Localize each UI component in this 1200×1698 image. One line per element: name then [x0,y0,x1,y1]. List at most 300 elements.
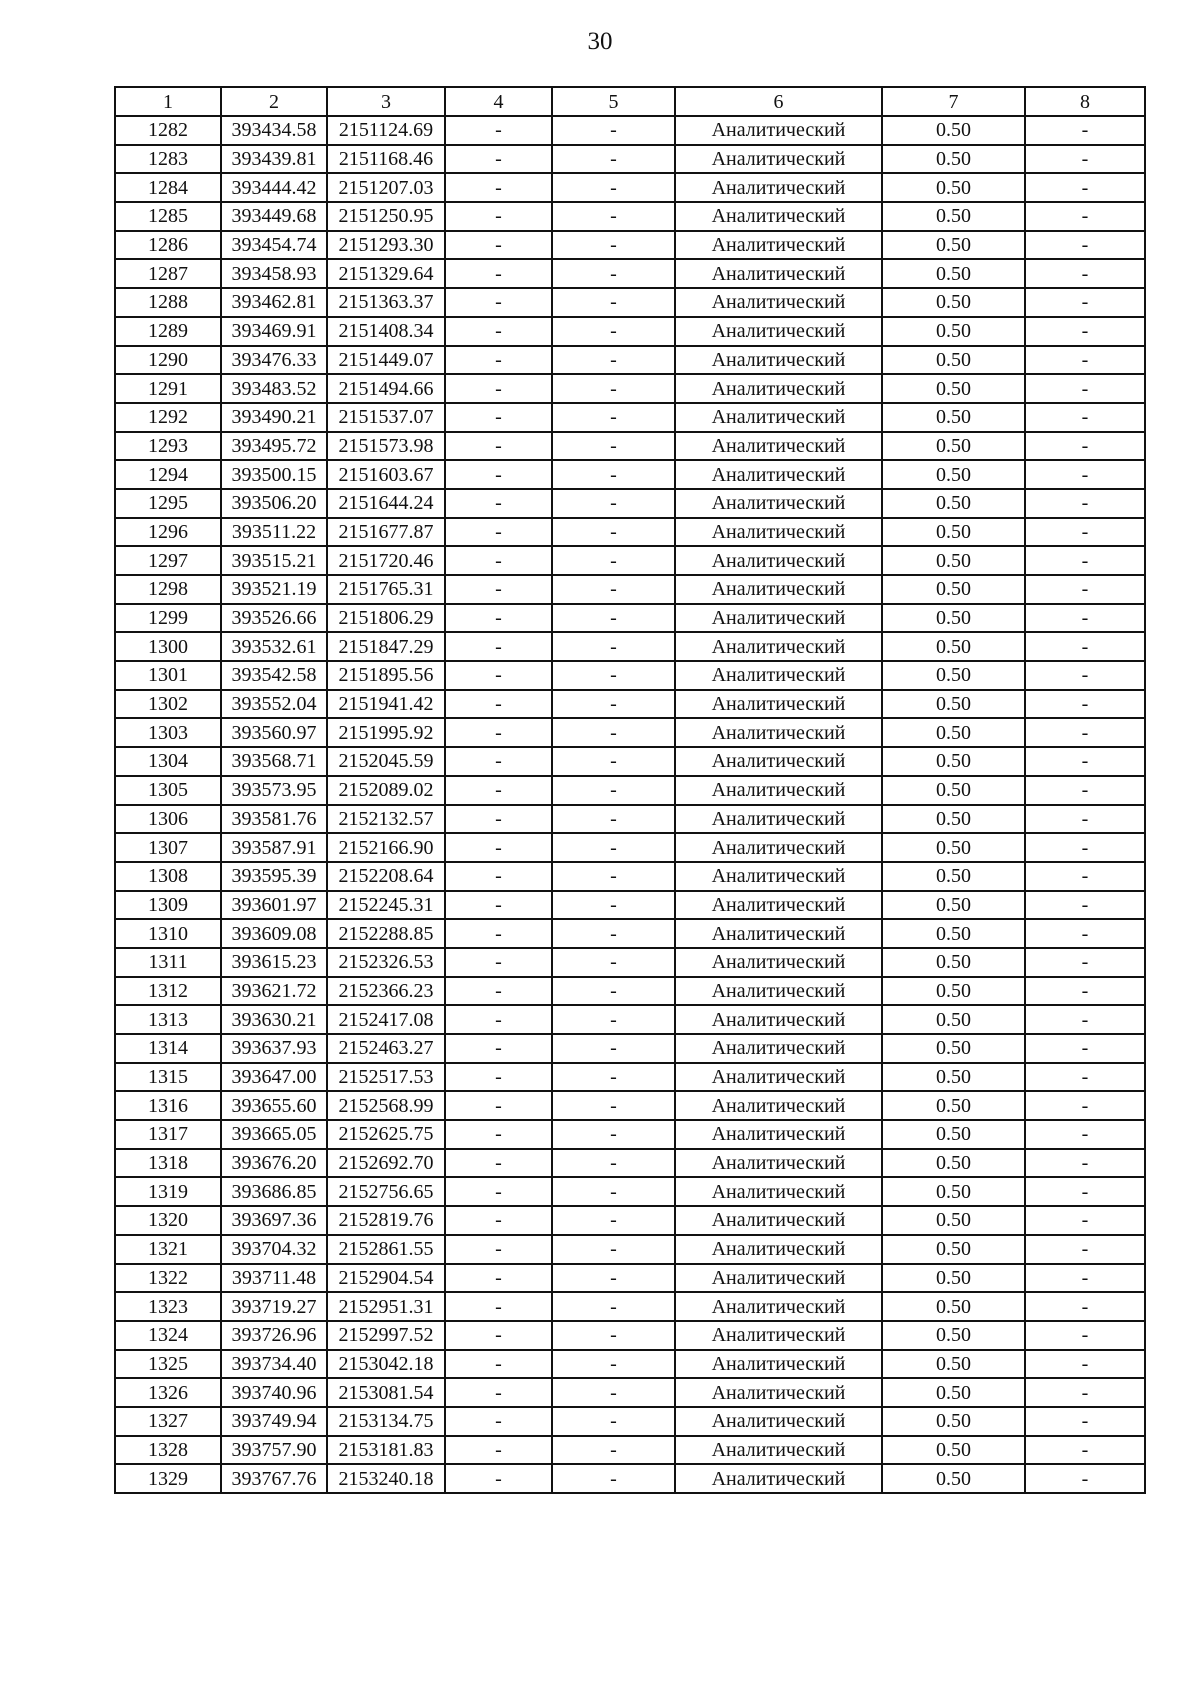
cell-method: Аналитический [675,690,882,719]
cell-coord-x: 393515.21 [221,546,327,575]
cell-col-5: - [552,1149,675,1178]
cell-col-4: - [445,747,552,776]
cell-col-5: - [552,432,675,461]
cell-coord-y: 2152861.55 [327,1235,445,1264]
cell-point-number: 1291 [115,374,221,403]
cell-accuracy: 0.50 [882,1321,1025,1350]
cell-method: Аналитический [675,1464,882,1493]
cell-col-5: - [552,173,675,202]
cell-col-4: - [445,718,552,747]
table-row [115,145,1145,174]
cell-coord-x: 393469.91 [221,317,327,346]
cell-point-number: 1315 [115,1063,221,1092]
table-row [115,690,1145,719]
cell-col-8: - [1025,1206,1145,1235]
cell-col-4: - [445,403,552,432]
cell-col-5: - [552,1091,675,1120]
cell-col-8: - [1025,173,1145,202]
table-row [115,604,1145,633]
table-row [115,460,1145,489]
cell-col-4: - [445,1005,552,1034]
cell-col-8: - [1025,632,1145,661]
cell-accuracy: 0.50 [882,116,1025,145]
cell-coord-y: 2151363.37 [327,288,445,317]
cell-accuracy: 0.50 [882,546,1025,575]
cell-coord-x: 393454.74 [221,231,327,260]
cell-coord-y: 2151806.29 [327,604,445,633]
cell-point-number: 1295 [115,489,221,518]
cell-col-4: - [445,1063,552,1092]
cell-col-8: - [1025,1407,1145,1436]
cell-point-number: 1306 [115,805,221,834]
cell-coord-x: 393615.23 [221,948,327,977]
cell-point-number: 1308 [115,862,221,891]
cell-method: Аналитический [675,1149,882,1178]
cell-method: Аналитический [675,1177,882,1206]
table-row [115,1407,1145,1436]
cell-coord-y: 2151168.46 [327,145,445,174]
cell-accuracy: 0.50 [882,317,1025,346]
cell-col-4: - [445,833,552,862]
cell-coord-y: 2152166.90 [327,833,445,862]
cell-col-5: - [552,1464,675,1493]
cell-method: Аналитический [675,1063,882,1092]
cell-accuracy: 0.50 [882,145,1025,174]
cell-method: Аналитический [675,919,882,948]
cell-point-number: 1307 [115,833,221,862]
cell-accuracy: 0.50 [882,173,1025,202]
cell-col-8: - [1025,202,1145,231]
cell-accuracy: 0.50 [882,747,1025,776]
cell-point-number: 1312 [115,977,221,1006]
cell-coord-x: 393500.15 [221,460,327,489]
cell-coord-x: 393740.96 [221,1378,327,1407]
cell-col-8: - [1025,403,1145,432]
table-row [115,747,1145,776]
cell-method: Аналитический [675,718,882,747]
cell-method: Аналитический [675,661,882,690]
cell-point-number: 1325 [115,1350,221,1379]
cell-col-8: - [1025,805,1145,834]
cell-coord-y: 2151765.31 [327,575,445,604]
cell-point-number: 1286 [115,231,221,260]
cell-method: Аналитический [675,231,882,260]
cell-col-5: - [552,575,675,604]
cell-col-4: - [445,919,552,948]
cell-col-8: - [1025,1378,1145,1407]
cell-point-number: 1293 [115,432,221,461]
cell-col-5: - [552,862,675,891]
cell-point-number: 1284 [115,173,221,202]
cell-accuracy: 0.50 [882,288,1025,317]
cell-col-4: - [445,632,552,661]
cell-col-4: - [445,231,552,260]
cell-point-number: 1302 [115,690,221,719]
cell-col-5: - [552,1063,675,1092]
cell-accuracy: 0.50 [882,460,1025,489]
cell-coord-x: 393490.21 [221,403,327,432]
cell-point-number: 1316 [115,1091,221,1120]
cell-col-8: - [1025,1350,1145,1379]
cell-point-number: 1324 [115,1321,221,1350]
cell-col-4: - [445,1149,552,1178]
cell-coord-y: 2152132.57 [327,805,445,834]
table-row [115,776,1145,805]
cell-accuracy: 0.50 [882,1034,1025,1063]
cell-col-4: - [445,460,552,489]
cell-method: Аналитический [675,546,882,575]
cell-point-number: 1304 [115,747,221,776]
cell-col-4: - [445,1177,552,1206]
cell-coord-y: 2152517.53 [327,1063,445,1092]
table-body [115,116,1145,1493]
cell-accuracy: 0.50 [882,661,1025,690]
table-row [115,977,1145,1006]
cell-col-8: - [1025,862,1145,891]
cell-accuracy: 0.50 [882,259,1025,288]
cell-method: Аналитический [675,1292,882,1321]
table-row [115,202,1145,231]
cell-coord-x: 393757.90 [221,1436,327,1465]
cell-coord-y: 2153181.83 [327,1436,445,1465]
table-row [115,546,1145,575]
cell-col-8: - [1025,317,1145,346]
cell-col-5: - [552,1005,675,1034]
table-row [115,862,1145,891]
cell-point-number: 1305 [115,776,221,805]
cell-col-8: - [1025,747,1145,776]
cell-col-5: - [552,202,675,231]
table-row [115,1378,1145,1407]
cell-col-5: - [552,288,675,317]
cell-coord-y: 2152417.08 [327,1005,445,1034]
table-row [115,1063,1145,1092]
cell-col-8: - [1025,919,1145,948]
cell-col-4: - [445,1206,552,1235]
cell-col-5: - [552,747,675,776]
cell-method: Аналитический [675,116,882,145]
cell-method: Аналитический [675,575,882,604]
cell-col-4: - [445,1292,552,1321]
cell-coord-x: 393568.71 [221,747,327,776]
cell-accuracy: 0.50 [882,632,1025,661]
cell-method: Аналитический [675,374,882,403]
cell-accuracy: 0.50 [882,489,1025,518]
cell-col-8: - [1025,977,1145,1006]
cell-col-8: - [1025,231,1145,260]
cell-col-5: - [552,145,675,174]
table-row [115,718,1145,747]
cell-coord-y: 2151329.64 [327,259,445,288]
cell-col-4: - [445,518,552,547]
cell-method: Аналитический [675,833,882,862]
table-row [115,1321,1145,1350]
cell-col-8: - [1025,1264,1145,1293]
table-row [115,833,1145,862]
cell-col-5: - [552,1206,675,1235]
cell-coord-y: 2151573.98 [327,432,445,461]
cell-coord-x: 393704.32 [221,1235,327,1264]
cell-accuracy: 0.50 [882,718,1025,747]
table-row [115,1206,1145,1235]
cell-coord-x: 393439.81 [221,145,327,174]
cell-col-5: - [552,1034,675,1063]
cell-col-8: - [1025,374,1145,403]
table-row [115,1292,1145,1321]
cell-coord-y: 2152045.59 [327,747,445,776]
cell-col-5: - [552,460,675,489]
cell-point-number: 1292 [115,403,221,432]
cell-col-8: - [1025,718,1145,747]
header-cell-6: 6 [675,87,882,116]
table-row [115,1235,1145,1264]
cell-point-number: 1329 [115,1464,221,1493]
cell-point-number: 1282 [115,116,221,145]
cell-coord-x: 393697.36 [221,1206,327,1235]
cell-coord-x: 393434.58 [221,116,327,145]
cell-col-4: - [445,1350,552,1379]
cell-coord-y: 2153081.54 [327,1378,445,1407]
cell-point-number: 1289 [115,317,221,346]
table-row [115,1264,1145,1293]
cell-point-number: 1297 [115,546,221,575]
cell-coord-x: 393495.72 [221,432,327,461]
cell-coord-x: 393767.76 [221,1464,327,1493]
cell-col-8: - [1025,116,1145,145]
cell-method: Аналитический [675,202,882,231]
cell-coord-y: 2153042.18 [327,1350,445,1379]
cell-accuracy: 0.50 [882,1407,1025,1436]
cell-method: Аналитический [675,891,882,920]
cell-col-5: - [552,948,675,977]
cell-point-number: 1298 [115,575,221,604]
cell-col-4: - [445,1407,552,1436]
cell-col-8: - [1025,288,1145,317]
cell-col-4: - [445,346,552,375]
cell-accuracy: 0.50 [882,231,1025,260]
cell-col-4: - [445,1034,552,1063]
table-row [115,632,1145,661]
table-row [115,432,1145,461]
cell-method: Аналитический [675,1120,882,1149]
cell-method: Аналитический [675,1091,882,1120]
cell-method: Аналитический [675,805,882,834]
cell-method: Аналитический [675,776,882,805]
cell-col-4: - [445,1321,552,1350]
cell-point-number: 1321 [115,1235,221,1264]
cell-col-4: - [445,805,552,834]
cell-col-5: - [552,1120,675,1149]
cell-method: Аналитический [675,317,882,346]
cell-coord-x: 393647.00 [221,1063,327,1092]
cell-method: Аналитический [675,1264,882,1293]
cell-accuracy: 0.50 [882,374,1025,403]
cell-point-number: 1318 [115,1149,221,1178]
cell-accuracy: 0.50 [882,948,1025,977]
cell-col-5: - [552,632,675,661]
cell-col-8: - [1025,1063,1145,1092]
cell-coord-x: 393560.97 [221,718,327,747]
table-row [115,489,1145,518]
cell-coord-y: 2151449.07 [327,346,445,375]
cell-coord-x: 393458.93 [221,259,327,288]
cell-coord-x: 393483.52 [221,374,327,403]
cell-coord-x: 393587.91 [221,833,327,862]
cell-coord-x: 393734.40 [221,1350,327,1379]
cell-col-5: - [552,1264,675,1293]
cell-accuracy: 0.50 [882,977,1025,1006]
cell-accuracy: 0.50 [882,891,1025,920]
cell-coord-y: 2151941.42 [327,690,445,719]
cell-accuracy: 0.50 [882,1206,1025,1235]
table-row [115,919,1145,948]
cell-col-8: - [1025,1436,1145,1465]
cell-point-number: 1310 [115,919,221,948]
cell-point-number: 1287 [115,259,221,288]
cell-col-5: - [552,518,675,547]
cell-point-number: 1311 [115,948,221,977]
cell-col-8: - [1025,948,1145,977]
cell-coord-y: 2151408.34 [327,317,445,346]
header-cell-1: 1 [115,87,221,116]
cell-coord-x: 393686.85 [221,1177,327,1206]
table-row [115,403,1145,432]
cell-point-number: 1300 [115,632,221,661]
cell-col-5: - [552,116,675,145]
cell-method: Аналитический [675,346,882,375]
cell-col-5: - [552,661,675,690]
table-row [115,1177,1145,1206]
table-row [115,1350,1145,1379]
cell-col-8: - [1025,891,1145,920]
cell-point-number: 1285 [115,202,221,231]
cell-point-number: 1328 [115,1436,221,1465]
cell-coord-x: 393552.04 [221,690,327,719]
cell-accuracy: 0.50 [882,604,1025,633]
cell-col-5: - [552,403,675,432]
table-row [115,259,1145,288]
cell-method: Аналитический [675,1350,882,1379]
cell-col-4: - [445,1464,552,1493]
cell-col-4: - [445,546,552,575]
cell-method: Аналитический [675,1407,882,1436]
cell-coord-y: 2152692.70 [327,1149,445,1178]
cell-col-4: - [445,948,552,977]
cell-coord-y: 2152463.27 [327,1034,445,1063]
cell-coord-y: 2152997.52 [327,1321,445,1350]
cell-accuracy: 0.50 [882,346,1025,375]
cell-col-8: - [1025,1177,1145,1206]
cell-col-8: - [1025,1321,1145,1350]
cell-method: Аналитический [675,403,882,432]
cell-point-number: 1309 [115,891,221,920]
cell-coord-y: 2151644.24 [327,489,445,518]
cell-coord-y: 2152288.85 [327,919,445,948]
table-row [115,1091,1145,1120]
cell-point-number: 1296 [115,518,221,547]
cell-coord-y: 2152568.99 [327,1091,445,1120]
header-row [115,87,1145,116]
cell-col-5: - [552,1407,675,1436]
cell-col-4: - [445,1436,552,1465]
header-cell-2: 2 [221,87,327,116]
table-row [115,346,1145,375]
cell-col-8: - [1025,1091,1145,1120]
cell-col-8: - [1025,346,1145,375]
cell-col-5: - [552,919,675,948]
cell-col-8: - [1025,518,1145,547]
cell-accuracy: 0.50 [882,1063,1025,1092]
cell-coord-x: 393511.22 [221,518,327,547]
cell-coord-y: 2151494.66 [327,374,445,403]
cell-point-number: 1320 [115,1206,221,1235]
cell-coord-x: 393462.81 [221,288,327,317]
cell-col-8: - [1025,1464,1145,1493]
table-row [115,1120,1145,1149]
cell-point-number: 1283 [115,145,221,174]
cell-method: Аналитический [675,1436,882,1465]
cell-coord-y: 2151895.56 [327,661,445,690]
cell-coord-x: 393609.08 [221,919,327,948]
cell-coord-y: 2151124.69 [327,116,445,145]
cell-col-4: - [445,116,552,145]
cell-coord-x: 393637.93 [221,1034,327,1063]
cell-accuracy: 0.50 [882,805,1025,834]
table-header [115,87,1145,116]
cell-col-4: - [445,1235,552,1264]
cell-point-number: 1322 [115,1264,221,1293]
cell-col-5: - [552,259,675,288]
cell-col-8: - [1025,604,1145,633]
cell-accuracy: 0.50 [882,1235,1025,1264]
cell-coord-y: 2151847.29 [327,632,445,661]
cell-accuracy: 0.50 [882,1378,1025,1407]
cell-method: Аналитический [675,1034,882,1063]
cell-coord-x: 393749.94 [221,1407,327,1436]
cell-col-5: - [552,1436,675,1465]
table-row [115,374,1145,403]
cell-col-8: - [1025,546,1145,575]
cell-coord-y: 2152326.53 [327,948,445,977]
cell-col-8: - [1025,833,1145,862]
cell-coord-x: 393526.66 [221,604,327,633]
cell-col-4: - [445,891,552,920]
cell-coord-x: 393726.96 [221,1321,327,1350]
table-row [115,891,1145,920]
cell-coord-y: 2151995.92 [327,718,445,747]
cell-coord-x: 393476.33 [221,346,327,375]
header-cell-5: 5 [552,87,675,116]
cell-col-5: - [552,1292,675,1321]
page-number: 30 [587,28,613,55]
table-row [115,661,1145,690]
cell-method: Аналитический [675,259,882,288]
cell-method: Аналитический [675,1005,882,1034]
cell-col-5: - [552,546,675,575]
table-row [115,173,1145,202]
cell-coord-y: 2152904.54 [327,1264,445,1293]
cell-point-number: 1323 [115,1292,221,1321]
cell-col-8: - [1025,1034,1145,1063]
table-row [115,1149,1145,1178]
cell-col-4: - [445,317,552,346]
cell-method: Аналитический [675,173,882,202]
cell-accuracy: 0.50 [882,1005,1025,1034]
cell-point-number: 1313 [115,1005,221,1034]
cell-accuracy: 0.50 [882,776,1025,805]
cell-coord-y: 2152089.02 [327,776,445,805]
cell-coord-y: 2151603.67 [327,460,445,489]
